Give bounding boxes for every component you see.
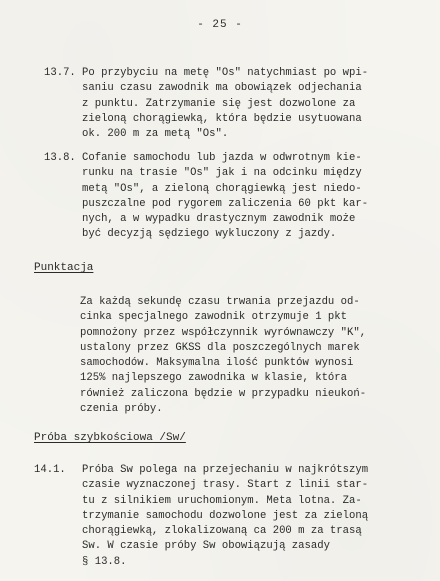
- section-13-7: [44, 66, 414, 142]
- text-line: saniu czasu zawodnik ma obowiązek odjechania: [82, 82, 362, 95]
- text-line: § 13.8.: [82, 555, 127, 568]
- section-14-1: [34, 463, 404, 570]
- section-text: [82, 463, 404, 570]
- text-line: Za każdą sekundę czasu trwania przejazdu od-: [80, 296, 360, 308]
- text-line: Cofanie samochodu lub jazda w odwrotnym kie-: [82, 152, 362, 164]
- page-number: - 25 -: [197, 19, 243, 31]
- section-number: 13.7.: [44, 67, 76, 79]
- punktacja-paragraph: [80, 295, 420, 417]
- text-line: ok. 200 m za metą "Os".: [82, 128, 229, 141]
- text-line: trzymanie samochodu dozwolone jest za zieloną: [82, 509, 369, 522]
- text-line: czenia próby.: [80, 403, 163, 416]
- text-line: cinka specjalnego zawodnik otrzymuje 1 pkt: [80, 311, 348, 324]
- text-line: metą "Os", a zieloną chorągiewką jest niedo-: [82, 182, 362, 195]
- text-line: 125% najlepszego zawodnika w klasie, która: [80, 372, 348, 385]
- section-heading-punktacja: Punktacja: [34, 262, 94, 274]
- text-line: puszczalne pod rygorem zaliczenia 60 pkt kar-: [82, 197, 369, 210]
- text-line: runku na trasie "Os" jak i na odcinku między: [82, 167, 362, 180]
- text-line: samochodów. Maksymalna ilość punktów wynosi: [80, 357, 354, 370]
- section-heading-proba: Próba szybkościowa /Sw/: [34, 432, 186, 444]
- text-line: być decyzją sędziego wykluczony z jazdy.: [82, 228, 337, 241]
- section-number: 13.8.: [44, 152, 76, 164]
- section-13-8: [44, 151, 414, 243]
- text-line: chorągiewką, zlokalizowaną ca 200 m za trasą: [82, 525, 362, 538]
- text-line: ustalony przez GKSS dla poszczególnych marek: [80, 341, 360, 354]
- text-line: pomnożony przez współczynnik wyrównawczy "K",: [80, 326, 367, 339]
- text-line: Próba Sw polega na przejechaniu w najkrótszym: [82, 464, 369, 476]
- text-line: czasie wyznaczonej trasy. Start z linii star-: [82, 479, 369, 492]
- text-line: Sw. W czasie próby Sw obowiązują zasady: [82, 540, 330, 553]
- text-line: nych, a w wypadku drastycznym zawodnik może: [82, 213, 356, 226]
- section-text: [82, 151, 414, 243]
- section-text: [82, 66, 414, 142]
- text-line: Po przybyciu na metę "Os" natychmiast po wpi-: [82, 67, 369, 79]
- section-number: 14.1.: [34, 464, 66, 476]
- text-line: zieloną chorągiewką, która będzie usytuowana: [82, 112, 362, 125]
- text-line: z punktu. Zatrzymanie się jest dozwolone za: [82, 97, 356, 110]
- text-line: tu z silnikiem uruchomionym. Meta lotna. Za-: [82, 494, 362, 507]
- text-line: również zaliczona będzie w przypadku nieukoń-: [80, 387, 367, 400]
